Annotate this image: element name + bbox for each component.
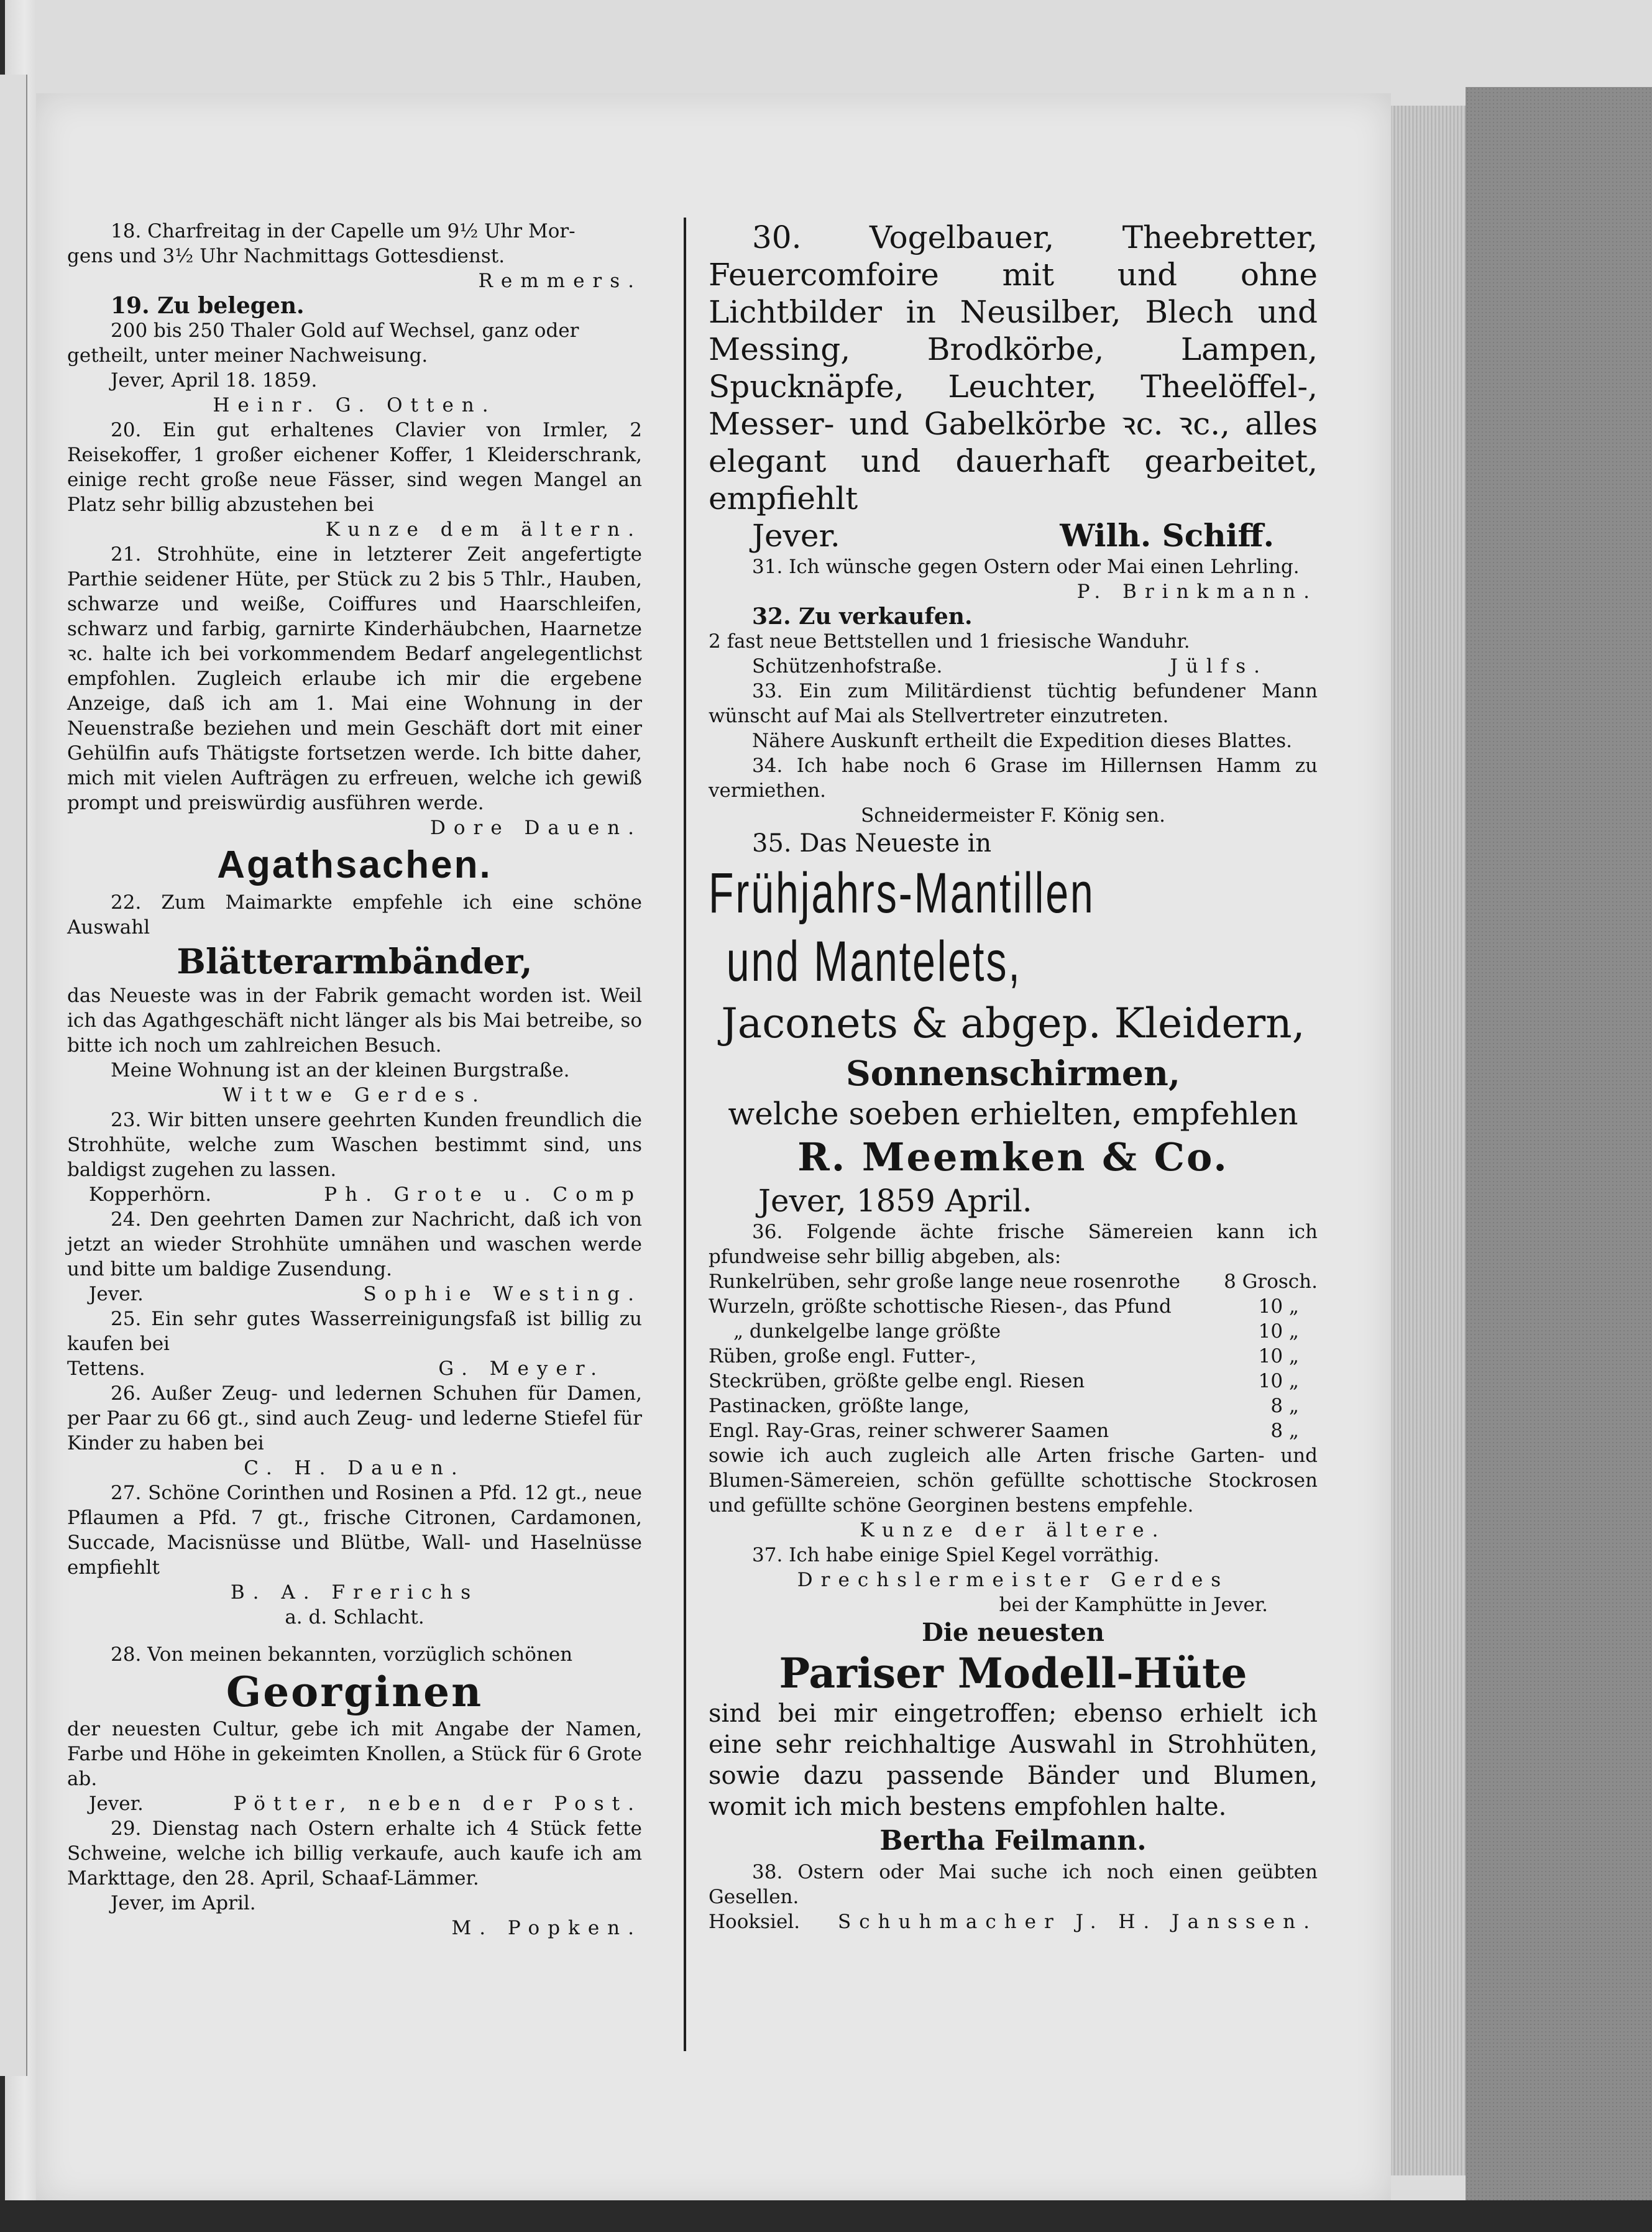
ad-37-text: 37. Ich habe einige Spiel Kegel vorräthig. (752, 1544, 1160, 1566)
ad-22-text: das Neueste was in der Fabrik gemacht worden ist. Weil ich das Agathgeschäft nicht länger als bis Mai betreibe, so bitte ich noch um zahlreichen Besuch. (67, 985, 642, 1057)
left-column (67, 219, 642, 1940)
ad-25-text: 25. Ein sehr gutes Wasserreinigungsfaß ist billig zu kaufen bei (67, 1308, 642, 1355)
ad-32-place: Schützenhofstraße. (752, 655, 943, 677)
ad-18-line1: 18. Charfreitag in der Capelle um 9½ Uhr Mor- (111, 220, 576, 242)
ad-32-signature: Jülfs. (1170, 655, 1268, 677)
ad-22-address: Meine Wohnung ist an der kleinen Burgstraße. (111, 1059, 570, 1082)
ad-35-heading3: Jaconets & abgep. Kleidern, (721, 999, 1305, 1047)
ad-31-text: 31. Ich wünsche gegen Ostern oder Mai einen Lehrling. (752, 556, 1300, 578)
seed-price: 10 „ (1258, 1320, 1299, 1343)
ad-23-place: Kopperhörn. (89, 1183, 212, 1206)
ad-27-signature: B. A. Frerichs (230, 1581, 479, 1604)
ad-35-date: Jever, 1859 April. (758, 1183, 1032, 1219)
right-column (709, 219, 1318, 1934)
ad-34-text: 34. Ich habe noch 6 Grase im Hillernsen Hamm zu vermiethen. (709, 755, 1318, 802)
ad-33-text2: Nähere Auskunft ertheilt die Expedition dieses Blattes. (752, 730, 1292, 752)
ad-20-signature: Kunze dem ältern. (325, 518, 642, 541)
ad-26-signature: C. H. Dauen. (244, 1457, 466, 1479)
ad-30-place: Jever. (752, 518, 840, 554)
ad-19-line3: Jever, April 18. 1859. (111, 369, 318, 392)
seed-name: „ dunkelgelbe lange größte (733, 1320, 1001, 1343)
ad-28-heading: Georginen (226, 1668, 484, 1716)
ad-29-place: Jever, im April. (111, 1892, 256, 1914)
ad-30-footer (709, 517, 1318, 554)
seed-price: 8 „ (1270, 1395, 1299, 1417)
ad-28-text: der neuesten Cultur, gebe ich mit Angabe der Namen, Farbe und Höhe in gekeimten Knollen, a Stück für 6 Grote ab. (67, 1718, 642, 1790)
ad-28-signature: Pötter, neben der Post. (233, 1793, 642, 1815)
seed-row (709, 1394, 1318, 1418)
ad-25-signature: G. Meyer. (438, 1357, 605, 1380)
ad-38-place: Hooksiel. (709, 1911, 801, 1933)
column-rule (684, 218, 686, 2051)
ad-19-heading: 19. Zu belegen. (111, 293, 305, 319)
ad-38-text: 38. Ostern oder Mai suche ich noch einen geübten Gesellen. (709, 1861, 1318, 1908)
ad-30-signature: Wilh. Schiff. (1060, 517, 1274, 554)
ad-29-signature: M. Popken. (451, 1917, 642, 1939)
ad-21-text: 21. Strohhüte, eine in letzterer Zeit angefertigte Parthie seidener Hüte, per Stück zu 2 bis 5 Thlr., Hauben, schwarze und weiße, Coiffures und Haarschleifen, schwarz und farbig, garnirte Kinderhäubchen, Haarnetze ꝛc. halte ich bei vorkommendem Bedarf angelegentlichst empfohlen. Zugleich erlaube ich mir die ergebene Anzeige, daß ich am 1. Mai eine Wohnung in der Neuenstraße beziehen und mein Geschäft dort mit einer Gehülfin aufs Thätigste fortsetzen werde. Ich bitte daher, mich mit vielen Aufträgen zu erfreuen, welche ich gewiß prompt und preiswürdig ausführen werde. (67, 543, 642, 814)
ad-28-place: Jever. (89, 1793, 144, 1815)
hats-text: sind bei mir eingetroffen; ebenso erhielt ich eine sehr reichhaltige Auswahl in Strohhüten, sowie dazu passende Bänder und Blumen, womit ich mich bestens empfohlen halte. (709, 1699, 1318, 1821)
seed-row (709, 1319, 1318, 1344)
ad-21-signature: Dore Dauen. (429, 817, 642, 839)
ad-agathsachen-heading: Agathsachen. (217, 843, 492, 886)
ad-34-signature: Schneidermeister F. König sen. (861, 804, 1165, 827)
seed-name: Steckrüben, größte gelbe engl. Riesen (709, 1370, 1085, 1392)
seed-name: Wurzeln, größte schottische Riesen-, das Pfund (709, 1295, 1172, 1318)
ad-29-text: 29. Dienstag nach Ostern erhalte ich 4 Stück fette Schweine, welche ich billig verkaufe, auch kaufe ich am Markttage, den 28. April, Schaaf-Lämmer. (67, 1817, 642, 1890)
ad-19-line2: getheilt, unter meiner Nachweisung. (67, 344, 428, 367)
ad-35-text: welche soeben erhielten, empfehlen (728, 1096, 1298, 1132)
ad-30-text: 30. Vogelbauer, Theebretter, Feuercomfoire mit und ohne Lichtbilder in Neusilber, Blech und Messing, Brodkörbe, Lampen, Spucknäpfe, Leuchter, Theelöffel-, Messer- und Gabelkörbe ꝛc. ꝛc., alles elegant und dauerhaft gearbeitet, empfiehlt (709, 219, 1318, 517)
ad-23-footer (67, 1182, 642, 1207)
ad-23-text: 23. Wir bitten unsere geehrten Kunden freundlich die Strohhüte, welche zum Waschen bestimmt sind, uns baldigst zugehen zu lassen. (67, 1109, 642, 1181)
page-stack-edge (1391, 106, 1466, 2175)
seed-name: Pastinacken, größte lange, (709, 1395, 970, 1417)
ad-35-signature: R. Meemken & Co. (797, 1134, 1229, 1180)
ad-22-line1: 22. Zum Maimarkte empfehle ich eine schöne Auswahl (67, 891, 642, 939)
ad-26-text: 26. Außer Zeug- und ledernen Schuhen für Damen, per Paar zu 66 gt., sind auch Zeug- und lederne Stiefel für Kinder zu haben bei (67, 1382, 642, 1454)
ad-20-text: 20. Ein gut erhaltenes Clavier von Irmler, 2 Reisekoffer, 1 großer eichener Koffer, 1 Kleiderschrank, einige recht große neue Fässer, sind wegen Mangel an Platz sehr billig abzustehen bei (67, 419, 642, 516)
ad-24-place: Jever. (89, 1283, 144, 1305)
ad-19-line1: 200 bis 250 Thaler Gold auf Wechsel, ganz oder (111, 319, 579, 342)
ad-35-heading2: und Mantelets, (726, 930, 1022, 993)
ad-38-signature: Schuhmacher J. H. Janssen. (837, 1911, 1318, 1933)
ad-18-line2: gens und 3½ Uhr Nachmittags Gottesdienst. (67, 245, 505, 267)
seed-price: 8 Grosch. (1224, 1270, 1318, 1293)
ad-36-signature: Kunze der ältere. (860, 1519, 1167, 1541)
ad-38-footer (709, 1909, 1318, 1934)
seed-row (709, 1418, 1318, 1443)
ad-25-place: Tettens. (67, 1357, 145, 1380)
seed-row (709, 1269, 1318, 1294)
ad-36-text2: sowie ich auch zugleich alle Arten frische Garten- und Blumen-Sämereien, schön gefüllte schottische Stockrosen und gefüllte schöne Georginen bestens empfehle. (709, 1444, 1318, 1517)
ad-23-signature: Ph. Grote u. Comp (324, 1183, 642, 1206)
ad-24-footer (67, 1282, 642, 1307)
seed-name: Rüben, große engl. Futter-, (709, 1345, 977, 1367)
ad-32-footer (709, 654, 1318, 679)
seed-price-list (709, 1269, 1318, 1443)
ad-32-text: 2 fast neue Bettstellen und 1 friesische Wanduhr. (709, 630, 1190, 653)
ad-35-heading1: Frühjahrs-Mantillen (709, 861, 1095, 925)
ad-19-signature: Heinr. G. Otten. (213, 394, 497, 416)
ad-27-text: 27. Schöne Corinthen und Rosinen a Pfd. 12 gt., neue Pflaumen a Pfd. 7 gt., frische Citronen, Cardamonen, Succade, Macisnüsse und Blütbe, Wall- und Haselnüsse empfiehlt (67, 1482, 642, 1579)
ad-35-heading4: Sonnenschirmen, (846, 1053, 1180, 1093)
seed-row (709, 1369, 1318, 1394)
ad-36-text: 36. Folgende ächte frische Sämereien kann ich pfundweise sehr billig abgeben, als: (709, 1221, 1318, 1268)
ad-25-footer (67, 1356, 642, 1381)
ad-37-address: bei der Kamphütte in Jever. (999, 1594, 1268, 1616)
ad-31-signature: P. Brinkmann. (1076, 581, 1318, 603)
ad-28-line1: 28. Von meinen bekannten, vorzüglich schönen (111, 1643, 573, 1666)
hats-heading2: Pariser Modell-Hüte (779, 1649, 1247, 1697)
book-cover (1466, 87, 1652, 2232)
seed-name: Runkelrüben, sehr große lange neue rosenrothe (709, 1270, 1180, 1293)
ad-37-signature: Drechslermeister Gerdes (797, 1569, 1229, 1591)
ad-18-signature: Remmers. (478, 270, 642, 292)
hats-heading1: Die neuesten (922, 1618, 1104, 1647)
bottom-border (0, 2200, 1652, 2232)
ad-35-line1: 35. Das Neueste in (752, 829, 992, 858)
ad-22-signature: Wittwe Gerdes. (223, 1084, 487, 1106)
ad-27-address: a. d. Schlacht. (285, 1606, 424, 1628)
ad-24-text: 24. Den geehrten Damen zur Nachricht, daß ich von jetzt an wieder Strohhüte umnähen und waschen werde und bitte um baldige Zusendung. (67, 1208, 642, 1280)
ad-28-footer (67, 1791, 642, 1816)
ad-22-heading: Blätterarmbänder, (177, 941, 533, 981)
seed-row (709, 1344, 1318, 1369)
ad-32-heading: 32. Zu verkaufen. (752, 604, 973, 630)
facing-page-edge (0, 75, 27, 2076)
hats-signature: Bertha Feilmann. (879, 1825, 1147, 1857)
ad-33-text: 33. Ein zum Militärdienst tüchtig befundener Mann wünscht auf Mai als Stellvertreter einzutreten. (709, 680, 1318, 727)
seed-price: 10 „ (1258, 1370, 1299, 1392)
seed-price: 10 „ (1258, 1345, 1299, 1367)
seed-price: 8 „ (1270, 1420, 1299, 1442)
seed-row (709, 1294, 1318, 1319)
ad-24-signature: Sophie Westing. (363, 1283, 642, 1305)
seed-price: 10 „ (1258, 1295, 1299, 1318)
seed-name: Engl. Ray-Gras, reiner schwerer Saamen (709, 1420, 1109, 1442)
